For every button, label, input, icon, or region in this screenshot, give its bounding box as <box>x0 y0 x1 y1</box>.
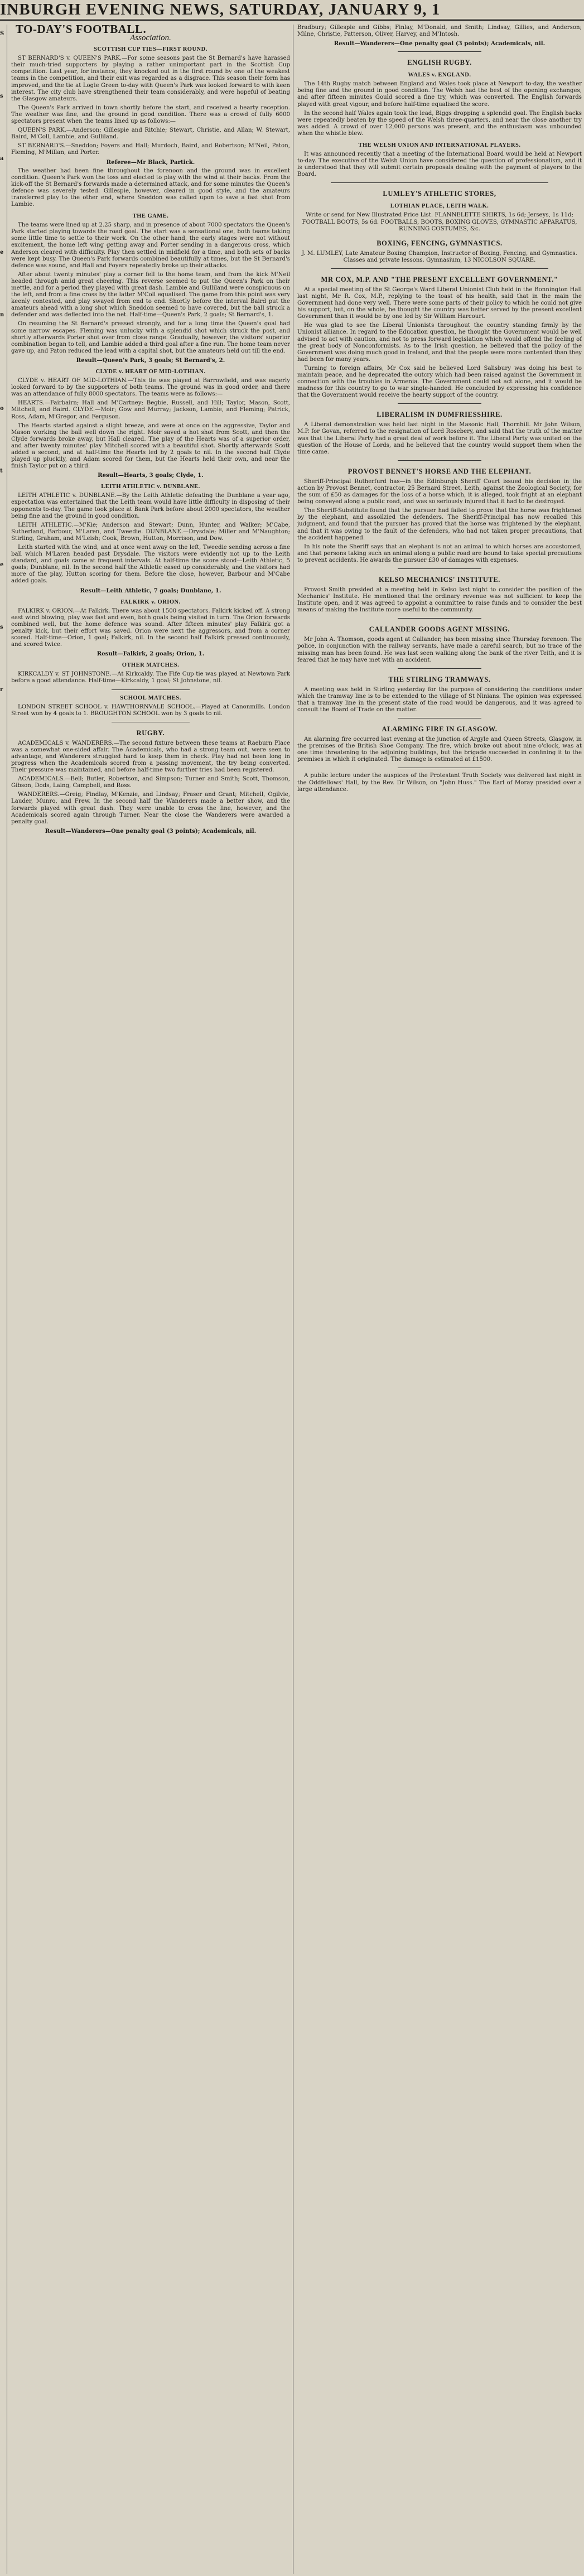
clyde-heading: CLYDE v. HEART OF MID-LOTHIAN. <box>95 369 206 375</box>
team-lineup: ST BERNARD'S.—Sneddon; Foyers and Hall; Murdoch, Baird, and Robertson; M'Neil, Paton, Fleming, M'Millan, and Porter. <box>11 143 290 156</box>
article-paragraph: It was announced recently that a meeting of the International Board would be held at Newport to-day. The executive of the Welsh Union have considered the question of professionalism, and it is understood that they will submit certain proposals dealing with the payment of players to the Board. <box>297 151 582 178</box>
edge-letter <box>0 274 7 306</box>
leith-heading: LEITH ATHLETIC v. DUNBLANE. <box>101 484 200 490</box>
article-paragraph: Sheriff-Principal Rutherfurd has—in the Edinburgh Sheriff Court issued his decision in the action by Provost Bennet, contractor, 25 Bernard Street, Leith, against the Zoological Society, for the sum of £50 as damages for the loss of a horse which, it is alleged, took fright at an elephant being conveyed along a public road, and was so seriously injured that it had to be destroyed. <box>297 478 582 505</box>
edge-letter: s <box>0 93 3 99</box>
edge-letter <box>0 181 7 212</box>
article-paragraph: The Queen's Park arrived in town shortly before the start, and received a hearty reception. The weather was fine, and the ground in good condition. There was a crowd of fully 6000 spectators present when the teams lined up as follows:— <box>11 104 290 125</box>
edge-letter: S <box>0 31 4 37</box>
callander-heading: CALLANDER GOODS AGENT MISSING. <box>369 625 510 634</box>
edge-letter: n <box>0 312 4 318</box>
edge-letter <box>0 493 7 524</box>
team-lineup: ACADEMICALS.—Bell; Butler, Robertson, and Simpson; Turner and Smith; Scott, Thomson, Gibson, Dods, Laing, Campbell, and Ross. <box>11 776 290 789</box>
team-lineup: Bradbury; Gillespie and Gibbs; Finlay, M'Donald, and Smith; Lindsay, Gillies, and Anderson; Milne, Christie, Patterson, Oliver, Harvey, and M'Intosh. <box>297 25 582 38</box>
divider <box>112 689 190 690</box>
article-paragraph: In his note the Sheriff says that an elephant is not an animal to which horses are accustomed, and that persons taking such an animal along a public road are bound to take special precautions to prevent accidents. He awards the pursuer £30 of damages with expenses. <box>297 543 582 563</box>
provost-heading: PROVOST BENNET'S HORSE AND THE ELEPHANT. <box>347 467 532 475</box>
article-paragraph: ACADEMICALS v. WANDERERS.—The second fixture between these teams at Raeburn Place was a somewhat one-sided affair. The Academicals, who had a strong team out, were seen to advantage, and Wanderers struggled hard to keep them in check. Play had not been long in progress when the Academicals scored from a passing movement, the try being converted. Their pressure was maintained, and before half-time two further tries had been registered. <box>11 740 290 774</box>
article-paragraph: In the second half Wales again took the lead, Biggs dropping a splendid goal. The English backs were repeatedly beaten by the speed of the Welsh three-quarters, and near the close another try was added. A crowd of over 12,000 persons was present, and the enthusiasm was unbounded when the whistle blew. <box>297 110 582 137</box>
match-result: Result—Wanderers—One penalty goal (3 points); Academicals, nil. <box>334 40 546 47</box>
team-lineup: HEARTS.—Fairbairn; Hall and M'Cartney; Begbie, Russell, and Hill; Taylor, Mason, Scott, Mitchell, and Baird. CLYDE.—Moir; Gow and Murray; Jackson, Lambie, and Fleming; Patrick, Ross, Adam, M'Gregor, and Ferguson. <box>11 400 290 420</box>
article-paragraph: An alarming fire occurred last evening at the junction of Argyle and Queen Streets, Glasgow, in the premises of the British Shoe Company. The fire, which broke out about nine o'clock, was at one time threatening to the adjoining buildings, but the brigade succeeded in confining it to the premises in which it originated. The damage is estimated at £1500. <box>297 736 582 763</box>
edge-letter <box>0 712 7 743</box>
article-paragraph: At a special meeting of the St George's Ward Liberal Unionist Club held in the Bonnington Hall last night, Mr R. Cox, M.P., replying to the toast of his health, said that in the main the Government had done very well. There were some parts of their policy to which he could not give his support, but, on the whole, he thought the country was better served by the present excellent Government than it would be by one led by Sir William Harcourt. <box>297 286 582 320</box>
wales-england-heading: WALES v. ENGLAND. <box>408 72 471 79</box>
rugby-heading: RUGBY. <box>136 729 165 737</box>
article-paragraph: Turning to foreign affairs, Mr Cox said he believed Lord Salisbury was doing his best to maintain peace, and he deprecated the outcry which had been raised against the Government in connection with the troubles in Armenia. The Government could not act alone, and it would be madness for this country to go to war single-handed. He concluded by expressing his confidence that the Government would receive the hearty support of the country. <box>297 365 582 399</box>
article-paragraph: A Liberal demonstration was held last night in the Masonic Hall, Thornhill. Mr John Wilson, M.P. for Govan, referred to the resignation of Lord Rosebery, and said that the truth of the matter was that the Liberal Party had a great deal of work before it. The Liberal Party was united on the question of the House of Lords, and he believed that the country would support them when the time came. <box>297 422 582 455</box>
match-result: Result—Queen's Park, 3 goals; St Bernard's, 2. <box>76 356 225 364</box>
article-paragraph: WANDERERS.—Greig; Findlay, M'Kenzie, and Lindsay; Fraser and Grant; Mitchell, Ogilvie, Lauder, Munro, and Frew. In the second half the Wanderers made a better show, and the forwards played with great dash. They were unable to cross the line, however, and the Academicals scored again through Turner. Near the close the Wanderers were awarded a penalty goal. <box>11 792 290 825</box>
article-paragraph: After about twenty minutes' play a corner fell to the home team, and from the kick M'Neil headed through amid great cheering. This reverse seemed to put the Queen's Park on their mettle, and for a period they played with great dash. Lambie and Gulliland were conspicuous on the left, and from a fine cross by the latter M'Coll equalised. The game from this point was very keenly contested, and play swayed from end to end. Shortly before the interval Baird put the amateurs ahead with a long shot which Sneddon seemed to have covered, but the ball struck a defender and was deflected into the net. Half-time—Queen's Park, 2 goals; St Bernard's, 1. <box>11 271 290 319</box>
fire-heading: ALARMING FIRE IN GLASGOW. <box>382 725 498 734</box>
news-column <box>297 25 582 2574</box>
edge-letter <box>0 212 7 243</box>
divider <box>398 403 481 404</box>
advert-text: J. M. LUMLEY, Late Amateur Boxing Champion, Instructor of Boxing, Fencing, and Gymnastics. Classes and private lessons. Gymnasium, 13 NICOLSON SQUARE. <box>302 250 577 263</box>
masthead <box>0 0 584 21</box>
match-result: Result—Hearts, 3 goals; Clyde, 1. <box>98 472 204 479</box>
school-matches-heading: SCHOOL MATCHES. <box>120 694 181 701</box>
match-result: Result—Falkirk, 2 goals; Orion, 1. <box>96 650 205 658</box>
article-paragraph: LONDON STREET SCHOOL v. HAWTHORNVALE SCHOOL.—Played at Canonmills. London Street won by 4 goals to 1. BROUGHTON SCHOOL won by 3 goals to nil. <box>11 703 290 717</box>
liberalism-heading: LIBERALISM IN DUMFRIESSHIRE. <box>377 411 503 419</box>
article-paragraph: ST BERNARD'S v. QUEEN'S PARK.—For some seasons past the St Bernard's have harassed their much-tried supporters by playing a rather unimportant part in the Scottish Cup competition. Last year, for instance, they knocked out in the first round by one of the weakest teams in the competition, and their exit was regarded as a disgrace. This season their form has improved, and the tie at Logie Green to-day with Queen's Park was looked forward to with keen interest. The city club have strengthened their team considerably, and were hopeful of beating the Glasgow amateurs. <box>11 55 290 102</box>
article-paragraph: The teams were lined up at 2.25 sharp, and in presence of about 7000 spectators the Queen's Park started playing towards the road goal. The start was a sensational one, both teams taking some little time to settle to their work. On the other hand, the early stages were not without excitement, the home left wing getting away and Porter sending in a dangerous cross, which Anderson cleared with difficulty. Play then settled in midfield for a time, and both sets of backs were kept busy. The Queen's Park forwards combined beautifully at times, but the St Bernard's defence was sound, and Hall and Foyers repeatedly broke up their attacks. <box>11 222 290 269</box>
edge-letter: r <box>0 687 3 693</box>
article-paragraph: On resuming the St Bernard's pressed strongly, and for a long time the Queen's goal had some narrow escapes. Fleming was unlucky with a splendid shot which struck the post, and shortly afterwards Porter shot over from close range. Gradually, however, the visitors' superior combination began to tell, and Lambie added a third goal after a fine run. The home team never gave up, and Paton reduced the lead with a capital shot, but the amateurs held out till the end. <box>11 321 290 354</box>
edge-letter <box>0 649 7 681</box>
cup-ties-heading: SCOTTISH CUP TIES—FIRST ROUND. <box>94 46 207 53</box>
divider <box>398 460 481 461</box>
welsh-union-heading: THE WELSH UNION AND INTERNATIONAL PLAYERS. <box>358 142 521 149</box>
the-game-heading: THE GAME. <box>132 213 169 220</box>
article-paragraph: A public lecture under the auspices of the Protestant Truth Society was delivered last night in the Oddfellows' Hall, by the Rev. Dr Wilson, on "John Huss." The Earl of Moray presided over a large attendance. <box>297 773 582 793</box>
edge-letter <box>0 587 7 618</box>
article-paragraph: Provost Smith presided at a meeting held in Kelso last night to consider the position of the Mechanics' Institute. He mentioned that the ordinary revenue was not sufficient to keep the Institute open, and it was agreed to appoint a committee to raise funds and to consider the best means of making the Institute more useful to the community. <box>297 586 582 614</box>
article-paragraph: The Hearts started against a slight breeze, and were at once on the aggressive, Taylor and Mason working the ball well down the right. Moir saved a hot shot from Scott, and then the Clyde forwards broke away, but Hall cleared. The play of the Hearts was of a superior order, and after twenty minutes' play Mitchell scored with a beautiful shot. Shortly afterwards Scott added a second, and at half-time the Hearts led by 2 goals to nil. In the second half Clyde played up pluckily, and Adam scored for them, but the Hearts held their own, and near the finish Taylor put on a third. <box>11 422 290 470</box>
lumleys-ad-heading: LUMLEY'S ATHLETIC STORES, <box>383 190 496 198</box>
edge-letter: e <box>0 562 4 568</box>
edge-letter: t <box>0 468 3 474</box>
boxing-ad-heading: BOXING, FENCING, GYMNASTICS. <box>377 239 503 247</box>
left-edge-column <box>0 25 7 2574</box>
divider <box>398 668 481 669</box>
edge-letter <box>0 524 7 556</box>
edge-letter <box>0 118 7 149</box>
match-result: Result—Wanderers—One penalty goal (3 points); Academicals, nil. <box>45 827 257 834</box>
article-paragraph: The Sheriff-Substitute found that the pursuer had failed to prove that the horse was frightened by the elephant, and assoilzied the defenders. The Sheriff-Principal has now recalled this judgment, and found that the pursuer has proved that the horse was frightened by the elephant, and that it was owing to the fault of the defenders, who had not taken proper precautions, that the accident happened. <box>297 508 582 541</box>
cox-mp-heading: MR COX, M.P. AND "THE PRESENT EXCELLENT GOVERNMENT." <box>321 275 558 283</box>
football-column <box>11 25 290 2574</box>
divider <box>331 268 548 269</box>
edge-letter <box>0 337 7 368</box>
article-paragraph: Mr John A. Thomson, goods agent at Callander, has been missing since Thursday forenoon. The police, in conjunction with the railway servants, have made a careful search, but no trace of the missing man has been found. He was last seen walking along the bank of the river Teith, and it is feared that he may have met with an accident. <box>297 636 582 663</box>
edge-letter: s <box>0 624 3 630</box>
advert-text: Write or send for New Illustrated Price List. FLANNELETTE SHIRTS, 1s 6d; Jerseys, 1s 11d; FOOTBALL BOOTS, 5s 6d. FOOTBALLS, BOOTS, BOXING GLOVES, GYMNASTIC APPARATUS, RUNNING COSTUMES, &c. <box>302 212 577 232</box>
divider <box>398 51 481 52</box>
article-paragraph: Leith started with the wind, and at once went away on the left, Tweedie sending across a fine ball which M'Laren headed past Drysdale. The visitors were evidently not up to the Leith standard, and goals came at frequent intervals. At half-time the score stood—Leith Athletic, 5 goals; Dunblane, nil. In the second half the Athletic eased up considerably, and the visitors had more of the play, Hutton scoring for them. Before the close, however, Barbour and M'Cabe added goals. <box>11 544 290 585</box>
english-rugby-heading: ENGLISH RUGBY. <box>407 59 472 67</box>
edge-letter <box>0 431 7 462</box>
edge-letter: o <box>0 406 4 412</box>
other-matches-heading: OTHER MATCHES. <box>122 662 180 669</box>
edge-letter: e <box>0 249 4 255</box>
lumleys-address: LOTHIAN PLACE, LEITH WALK. <box>390 203 489 210</box>
match-result: Result—Leith Athletic, 7 goals; Dunblane, 1. <box>80 587 221 594</box>
article-paragraph: The 14th Rugby match between England and Wales took place at Newport to-day, the weather being fine and the ground in good condition. The Welsh had the best of the opening exchanges, and after fifteen minutes Gould scored a fine try, which was converted. The English forwards played with great vigour, and before half-time equalised the score. <box>297 81 582 108</box>
falkirk-heading: FALKIRK v. ORION. <box>120 599 181 605</box>
kelso-heading: KELSO MECHANICS' INSTITUTE. <box>379 575 500 583</box>
divider <box>398 618 481 619</box>
article-paragraph: The weather had been fine throughout the forenoon and the ground was in excellent condition. Queen's Park won the toss and elected to play with the wind at their backs. From the kick-off the St Bernard's forwards made a determined attack, and for some minutes the Queen's defence was severely tested. Gillespie, however, cleared in good style, and the amateurs transferred play to the other end, where Sneddon was called upon to save a fast shot from Lambie. <box>11 167 290 208</box>
section-title: TO-DAY'S FOOTBALL. <box>16 25 147 36</box>
association-heading: Association. <box>130 33 171 43</box>
article-paragraph: CLYDE v. HEART OF MID-LOTHIAN.—This tie was played at Barrowfield, and was eagerly looked forward to by the supporters of both teams. The ground was in good order, and there was an attendance of fully 8000 spectators. The teams were as follows:— <box>11 378 290 398</box>
referee-line: Referee—Mr Black, Partick. <box>106 158 195 166</box>
article-paragraph: KIRKCALDY v. ST JOHNSTONE.—At Kirkcaldy. The Fife Cup tie was played at Newtown Park before a good attendance. Half-time—Kirkcaldy, 1 goal; St Johnstone, nil. <box>11 671 290 684</box>
article-paragraph: FALKIRK v. ORION.—At Falkirk. There was about 1500 spectators. Falkirk kicked off. A strong east wind blowing, play was fast and even, both goals being visited in turn. The Orion forwards combined well, but the home defence was sound. After fifteen minutes' play Falkirk got a penalty kick, but their effort was saved. Orion were next the aggressors, and from a corner scored. Half-time—Orion, 1 goal; Falkirk, nil. In the second half Falkirk pressed continuously, and scored twice. <box>11 607 290 648</box>
team-lineup: LEITH ATHLETIC.—M'Kie; Anderson and Stewart; Dunn, Hunter, and Walker; M'Cabe, Sutherland, Barbour, M'Laren, and Tweedie. DUNBLANE.—Drysdale; Miller and M'Naughton; Stirling, Graham, and M'Leish; Cook, Brown, Hutton, Morrison, and Dow. <box>11 522 290 542</box>
edge-letter <box>0 368 7 399</box>
team-lineup: QUEEN'S PARK.—Anderson; Gillespie and Ritchie; Stewart, Christie, and Allan; W. Stewart, Baird, M'Coll, Lambie, and Gulliland. <box>11 127 290 141</box>
masthead-title: INBURGH EVENING NEWS, SATURDAY, JANUARY 9, 1 <box>0 1 441 18</box>
divider <box>398 568 481 569</box>
edge-letter <box>0 56 7 87</box>
tramways-heading: THE STIRLING TRAMWAYS. <box>388 675 491 683</box>
article-paragraph: LEITH ATHLETIC v. DUNBLANE.—By the Leith Athletic defeating the Dunblane a year ago, expectation was entertained that the Leith team would have little difficulty in disposing of their opponents to-day. The game took place at Bank Park before about 2000 spectators, the weather being fine and the ground in good condition. <box>11 493 290 519</box>
article-paragraph: A meeting was held in Stirling yesterday for the purpose of considering the conditions under which the tramway line is to be extended to the village of St Ninians. The opinion was expressed that a tramway line in the present state of the road would be dangerous, and it was agreed to consult the Board of Trade on the matter. <box>297 686 582 713</box>
edge-letter: a <box>0 156 4 162</box>
article-paragraph: He was glad to see the Liberal Unionists throughout the country standing firmly by the Unionist alliance. In regard to the Education question, he thought the Government would be well advised to act with caution, and not to press forward legislation which would offend the feeling of the great body of Nonconformists. As to the Irish question, he believed that the policy of the Government was doing much good in Ireland, and that the people were more contented than they had been for many years. <box>297 322 582 363</box>
divider <box>331 182 548 183</box>
